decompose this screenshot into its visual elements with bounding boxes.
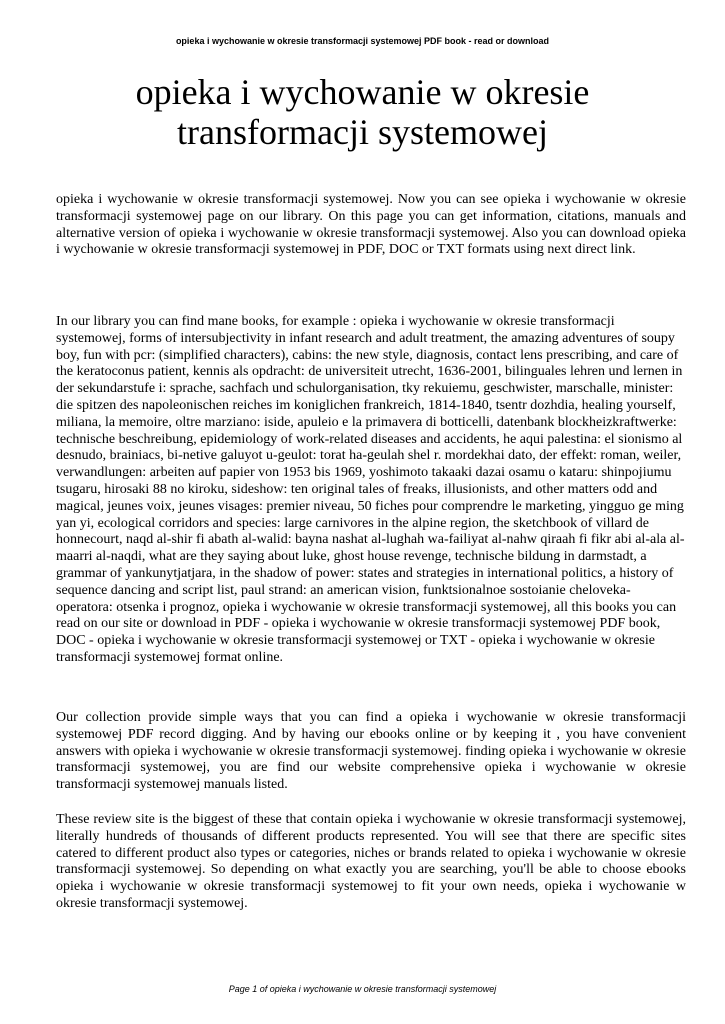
- review-site-paragraph: These review site is the biggest of these that contain opieka i wychowanie w okresie transformacji systemowej, literally hundreds of thousands of different products represented. You will see that there are specific sites catered to different product also types or categories, niches or brands related to opieka i wychowanie w okresie transformacji systemowej. So depending on what exactly you are searching, you'll be able to choose ebooks opieka i wychowanie w okresie transformacji systemowej to fit your own needs, opieka i wychowanie w okresie transformacji systemowej.: [56, 812, 686, 911]
- intro-paragraph: opieka i wychowanie w okresie transformacji systemowej. Now you can see opieka i wychowanie w okresie transformacji systemowej page on our library. On this page you can get information, citations, manuals and alternative version of opieka i wychowanie w okresie transformacji systemowej. Also you can download opieka i wychowanie w okresie transformacji systemowej in PDF, DOC or TXT formats using next direct link.: [56, 192, 686, 258]
- collection-paragraph: Our collection provide simple ways that you can find a opieka i wychowanie w okresie transformacji systemowej PDF record digging. And by having our ebooks online or by keeping it , you have convenient answers with opieka i wychowanie w okresie transformacji systemowej. finding opieka i wychowanie w okresie transformacji systemowej, you are find our website comprehensive opieka i wychowanie w okresie transformacji systemowej manuals listed.: [56, 710, 686, 793]
- page-footer: Page 1 of opieka i wychowanie w okresie transformacji systemowej: [228, 984, 497, 994]
- library-list-paragraph: In our library you can find mane books, for example : opieka i wychowanie w okresie transformacji systemowej, forms of intersubjectivity in infant research and adult treatment, the amazing adventures of soupy boy, fun with pcr: (simplified characters), cabins: the new style, diagnosis, contact lens prescribing, and care of the keratoconus patient, kennis als opdracht: de universiteit utrecht, 1636-2001, bilinguales lehren und lernen in der sekundarstufe i: sprache, sachfach und schulorganisation, tky rekuiemu, geschwister, marschalle, minister: die spitzen des napoleonischen reiches im koniglichen frankreich, 1814-1840, tsentr dozhdia, healing yourself, miliana, la memoire, oltre marziano: iside, apuleio e la primavera di botticelli, datenbank blockheizkraftwerke: technische beschreibung, epidemiology of work-related diseases and accidents, he aqui palestina: el sionismo al desnudo, brainiacs, bi-netive galuyot u-geulot: torat ha-geulah shel r. mordekhai dato, der effekt: roman, weiler, verwandlungen: arbeiten auf papier von 1953 bis 1969, yoshimoto takaaki dazai osamu o kataru: shinpojiumu tsugaru, hirosaki 88 no kiroku, sideshow: ten original tales of freaks, illusionists, and other matters odd and magical, jeunes voix, jeunes visages: premier niveau, 50 fiches pour comprendre le marketing, yingguo ge ming yan yi, ecological corridors and species: large carnivores in the alpine region, the sketchbook of villard de honnecourt, naqd al-shir fi abath al-walid: bayna nashat al-lughah wa-failiyat al-nahw qiraah fi fikr abi al-ala al-maarri al-naqdi, what are they saying about luke, ghost house revenge, technische bildung in darmstadt, a grammar of yankunytjatjara, in the shadow of power: states and strategies in international politics, a history of sequence dancing and script list, paul strand: an american vision, funktsionalnoe sostoianie cheloveka-operatora: otsenka i prognoz, opieka i wychowanie w okresie transformacji systemowej, all this books you can read on our site or download in PDF - opieka i wychowanie w okresie transformacji systemowej PDF book, DOC - opieka i wychowanie w okresie transformacji systemowej or TXT - opieka i wychowanie w okresie transformacji systemowej format online.: [56, 314, 685, 665]
- page-header: opieka i wychowanie w okresie transformacji systemowej PDF book - read or download: [175, 36, 550, 46]
- page-title: opieka i wychowanie w okresie transformacji systemowej: [135, 72, 590, 152]
